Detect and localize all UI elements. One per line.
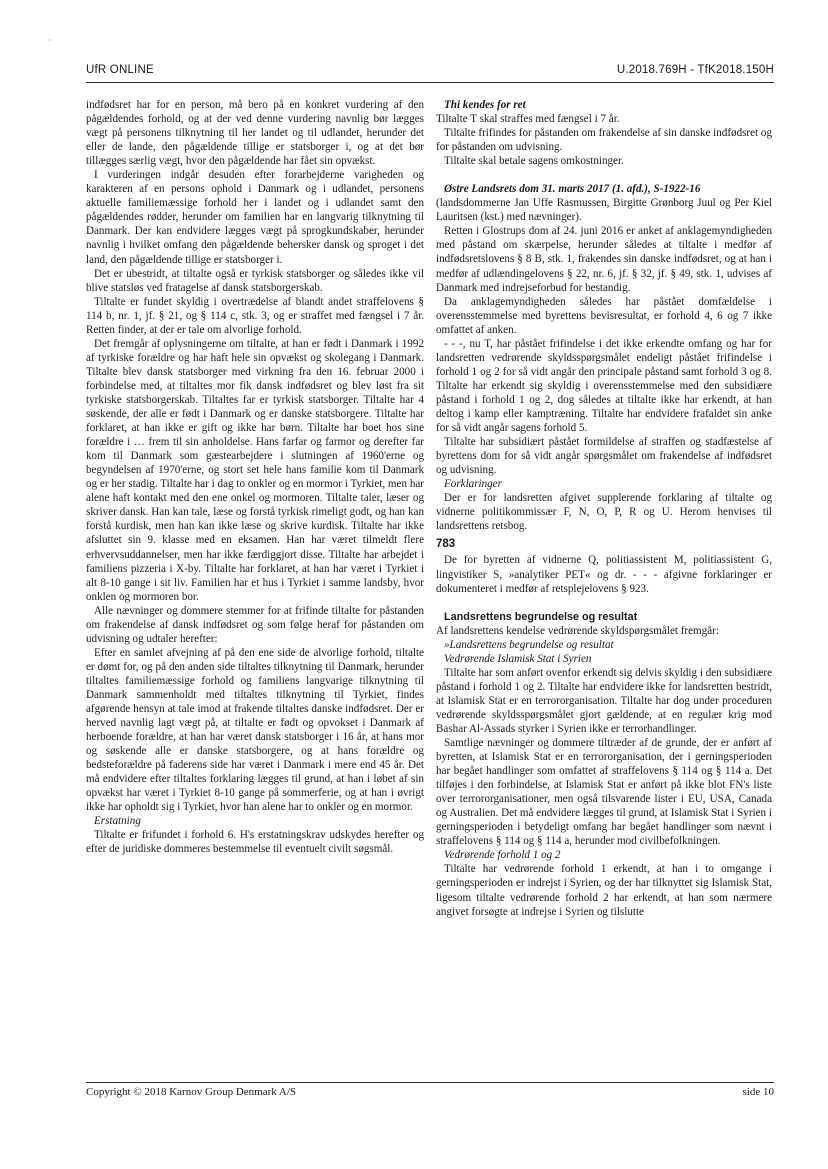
- paragraph: Da anklagemyndigheden således har påstået domfældelse i overensstemmelse med byrettens bevisresultat, er forhold 4, 6 og 7 ikke omfattet af anken.: [436, 295, 772, 336]
- header-source: UfR ONLINE: [86, 64, 154, 76]
- verdict-line: Tiltalte T skal straffes med fængsel i 7 år.: [436, 113, 620, 126]
- section-heading-thi: Thi kendes for ret: [444, 99, 526, 111]
- paragraph: Tiltalte har som anført ovenfor erkendt sig delvis skyldig i den subsidiære påstand i forhold 1 og 2. Tiltalte har endvidere ikke for landsretten bestridt, at Islamisk Stat er en terrororganisation. Tiltalte har dog under proceduren vedrørende skyldsspørgsmålet gjort gældende, at en regulær krig mod Bashar Al-Assads styrker i Syrien ikke er terrorhandlinger.: [436, 666, 772, 735]
- paragraph: Tiltalte har vedrørende forhold 1 erkendt, at han i to omgange i gerningsperioden er indrejst i Syrien, og der har tilknyttet sig Islamisk Stat, ligesom tiltalte vedrørende forhold 2 har erkendt, at han som nærmere angivet forsøgte at indrejse i Syrien og tilslutte: [436, 863, 772, 918]
- paragraph: Retten i Glostrups dom af 24. juni 2016 er anket af anklagemyndigheden med påstand om skærpelse, herunder således at tiltalte i medfør af indfødsretslovens § 8 B, stk. 1, frakendes sin danske indfødsret, og at han i medfør af udlændingelovens § 22, nr. 6, jf. § 32, jf. § 49, stk. 1, udvises af Danmark med indrejseforbud for bestandig.: [436, 225, 772, 294]
- paragraph: Tiltalte har subsidiært påstået formildelse af straffen og stadfæstelse af byrettens dom for så vidt angår spørgsmålet om frakendelse af indfødsret og udvisning.: [436, 436, 772, 477]
- page-number-marker: 783: [436, 538, 456, 551]
- spacer: [436, 168, 772, 182]
- spacer: [436, 596, 772, 610]
- verdict-line: Tiltalte skal betale sagens omkostninger.: [444, 155, 624, 168]
- paragraph: Efter en samlet afvejning af på den ene side de alvorlige forhold, tiltalte er dømt for, og på den anden side tiltaltes tilknytning til Danmark, herunder tiltaltes familiemæssige forhold og familiens langvarige tilknytning til Danmark sammenholdt med tiltaltes tilknytning til Tyrkiet, findes afgørende hensyn at tale imod at frakende tiltaltes danske indfødsret. Der er herved navnlig lagt vægt på, at tiltalte er født og opvokset i Danmark af herboende forældre, at han har været dansk statsborger i 16 år, at hans mor og søskende alle er danske statsborgere, og at hans forældre og bedsteforældre på faderens side har været i Danmark i mere end 45 år. Det må endvidere efter tiltaltes forklaring lægges til grund, at han i løbet af sin opvækst har været i Tyrkiet 8-10 gange på sommerferie, og at han i øvrigt ikke har opholdt sig i Tyrkiet, hvor han alene har to onkler og en mormor.: [86, 646, 424, 814]
- left-column: [86, 98, 424, 1078]
- paragraph: Tiltalte er fundet skyldig i overtrædelse af blandt andet straffelovens § 114 b, nr. 1, jf. § 21, og § 114 c, stk. 3, og er straffet med fængsel i 7 år. Retten finder, at der er tale om alvorlige forhold.: [86, 295, 424, 336]
- verdict-line: Tiltalte frifindes for påstanden om frakendelse af sin danske indfødsret og for påstanden om udvisning.: [436, 127, 772, 154]
- paragraph: Det er ubestridt, at tiltalte også er tyrkisk statsborger og således ikke vil blive statsløs ved fratagelse af dansk statsborgerskab.: [86, 267, 424, 294]
- footer-rule: [86, 1082, 774, 1083]
- judges-line: (landsdommerne Jan Uffe Rasmussen, Birgitte Grønborg Juul og Per Kiel Lauritsen (kst.) med nævninger).: [436, 197, 772, 224]
- footer-page-number: side 10: [742, 1086, 774, 1098]
- section-heading-forklaringer: Forklaringer: [444, 478, 502, 491]
- footer-copyright: Copyright © 2018 Karnov Group Denmark A/S: [86, 1086, 297, 1098]
- section-heading-forhold: Vedrørende forhold 1 og 2: [444, 849, 561, 862]
- section-heading-begrundelse: Landsrettens begrundelse og resultat: [444, 610, 638, 623]
- quote-heading: »Landsrettens begrundelse og resultat: [444, 638, 614, 651]
- paragraph: indfødsret har for en person, må bero på en konkret vurdering af den pågældendes forhold, og at der ved denne vurdering navnlig bør lægges vægt på personens tilknytning til her landet og til udlandet, herunder det eller de lande, den pågældende tillige er statsborger i, og at det bør tillægges særlig vægt, hvor den pågældende har fået sin opvækst.: [86, 99, 424, 168]
- right-column: [436, 98, 772, 1078]
- paragraph: Samtlige nævninger og dommere tiltræder af de grunde, der er anført af byretten, at Islamisk Stat er en terrororganisation, der i gerningsperioden har begået handlinger som omfattet af straffelovens § 114 og § 114 a. Det tilføjes i den forbindelse, at Islamisk Stat er anført på ikke blot FN's liste over terrororganisationer, men også tilsvarende lister i EU, USA, Canada og Australien. Det må endvidere lægges til grund, at Islamisk Stat i Syrien i gerningsperioden i betydeligt omfang har begået handlinger som nævnt i straffelovens § 114 og § 114 a, herunder mod civilbefolkningen.: [436, 737, 772, 848]
- paragraph: I vurderingen indgår desuden efter forarbejderne varigheden og karakteren af en persons ophold i Danmark og i udlandet, personens aktuelle familiemæssige forhold her i landet og i udlandet samt den pågældendes rødder, herunder om familien har en langvarig tilknytning til Danmark. Der kan endvidere lægges vægt på sprogkundskaber, herunder navnlig i hvilket omfang den pågældende behersker dansk og sproget i det land, den pågældende tillige er statsborger i.: [86, 169, 424, 266]
- paragraph: Det fremgår af oplysningerne om tiltalte, at han er født i Danmark i 1992 af tyrkiske forældre og har haft hele sin opvækst og skolegang i Danmark. Tiltalte blev dansk statsborger med virkning fra den 16. februar 2000 i forbindelse med, at tiltaltes mor fik dansk indfødsret og blev løst fra sit tyrkiske statsborgerskab. Tiltaltes far er tyrkisk statsborger. Tiltalte har 4 søskende, der alle er født i Danmark og er danske statsborgere. Tiltalte har forklaret, at han ikke er gift og ikke har børn. Tiltalte har boet hos sine forældre i … frem til sin anholdelse. Hans farfar og farmor og derefter far kom til Danmark som gæstearbejdere i slutningen af 1960'erne og begyndelsen af 1970'erne, og stort set hele hans familie kom til Danmark og er her stadig. Tiltalte har i dag to onkler og en mormor i Tyrkiet, men har alene haft kontakt med den ene onkel og mormoren. Tiltalte taler, læser og skriver dansk. Han kan tale, læse og forstå tyrkisk rimeligt godt, og han kan forstå kurdisk, men han kan ikke læse og skrive kurdisk. Tiltalte har ikke afsluttet sin 9. klasse med en eksamen. Han har været tilmeldt flere erhvervsuddannelser, men har ikke færdiggjort disse. Tiltalte har arbejdet i familiens pizzeria i X-by. Tiltalte har forklaret, at han har været i Tyrkiet i alt 8-10 gange i sit liv. Familien har et hus i Tyrkiet i samme landsby, hvor onklen og mormoren bor.: [86, 337, 424, 603]
- scan-speck: ·: [48, 36, 51, 45]
- section-heading-erstatning: Erstatning: [94, 815, 141, 828]
- paragraph: Af landsrettens kendelse vedrørende skyldspørgsmålet fremgår:: [436, 624, 719, 637]
- page-header: [86, 64, 774, 80]
- paragraph: Tiltalte er frifundet i forhold 6. H's erstatningskrav udskydes herefter og efter de juridiske dommeres bestemmelse til eventuelt civilt søgsmål.: [86, 829, 424, 856]
- paragraph: De for byretten af vidnerne Q, politiassistent M, politiassistent G, lingvistiker S, »analytiker PET« og dr. - - - afgivne forklaringer er dokumenteret i medfør af retsplejelovens § 923.: [436, 554, 772, 595]
- paragraph: Alle nævninger og dommere stemmer for at frifinde tiltalte for påstanden om frakendelse af dansk indfødsret og som følge heraf for påstanden om udvisning og udtaler herefter:: [86, 604, 424, 645]
- paragraph: Der er for landsretten afgivet supplerende forklaring af tiltalte og vidnerne politikommissær F, N, O, P, R og U. Herom henvises til landsrettens retsbog.: [436, 492, 772, 533]
- header-rule: [86, 82, 774, 83]
- section-heading-islamisk: Vedrørende Islamisk Stat i Syrien: [444, 652, 592, 665]
- header-citation: U.2018.769H - TfK2018.150H: [616, 64, 774, 76]
- section-heading-ostre: Østre Landsrets dom 31. marts 2017 (1. afd.), S-1922-16: [444, 183, 701, 196]
- paragraph: - - -, nu T, har påstået frifindelse i det ikke erkendte omfang og har for landsretten vedrørende skyldsspørgsmålet endeligt påstået frifindelse i forhold 1 og 2 for så vidt angår den principale påstand samt forhold 3 og 8. Tiltalte har erkendt sig skyldig i overensstemmelse med den subsidiære påstand i forhold 1 og 2, dog således at tiltalte ikke har erkendt, at han deltog i kamp eller kamptræning. Tiltalte har endvidere frafaldet sin anke for så vidt angår sagens forhold 5.: [436, 337, 772, 435]
- page-footer: [86, 1086, 774, 1102]
